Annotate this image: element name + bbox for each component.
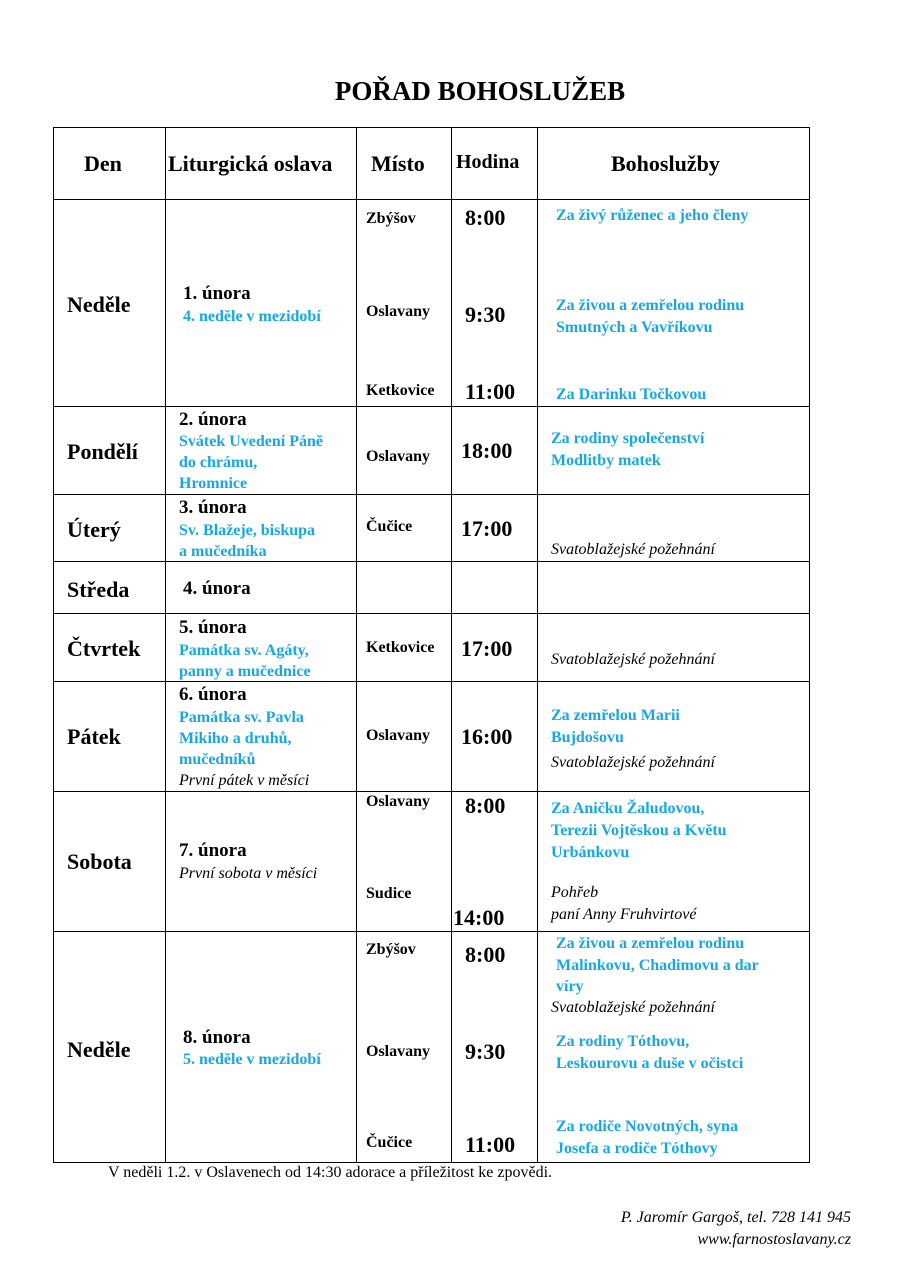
column-divider <box>537 127 538 1163</box>
service-line: Za rodiny Tóthovu, <box>556 1033 690 1050</box>
date-label: 2. února <box>179 409 247 430</box>
service-line: Leskourovu a duše v očistci <box>556 1055 744 1072</box>
hour-label: 11:00 <box>465 1132 516 1157</box>
service-line: Svatoblažejské požehnání <box>551 754 715 771</box>
footnote: V neděli 1.2. v Oslavenech od 14:30 adorace a příležitost ke zpovědi. <box>108 1164 553 1181</box>
hour-label: 11:00 <box>465 379 516 404</box>
date-label: 3. února <box>179 497 247 518</box>
liturgy-line: Mikiho a druhů, <box>179 730 292 747</box>
liturgy-line: Svátek Uvedení Páně <box>179 433 323 450</box>
row-divider <box>53 494 810 495</box>
row-divider <box>53 931 810 932</box>
row-divider <box>53 613 810 614</box>
header-divider <box>53 199 810 200</box>
service-line: víry <box>556 978 584 995</box>
service-line: Smutných a Vavříkovu <box>556 319 713 336</box>
hour-label: 17:00 <box>461 636 513 661</box>
service-line: Svatoblažejské požehnání <box>551 651 715 668</box>
place-label: Oslavany <box>366 448 431 465</box>
hour-label: 14:00 <box>453 905 505 930</box>
liturgy-line: Sv. Blažeje, biskupa <box>179 522 316 539</box>
date-label: 1. února <box>183 283 251 304</box>
service-line: Za zemřelou Marii <box>551 707 680 724</box>
place-label: Sudice <box>366 885 412 902</box>
column-divider <box>356 127 357 1163</box>
service-line: Za rodiny společenství <box>551 430 705 447</box>
column-divider <box>165 127 166 1163</box>
day-label: Čtvrtek <box>67 636 141 661</box>
hour-label: 9:30 <box>465 1039 506 1064</box>
liturgy-line: Hromnice <box>179 475 248 492</box>
column-divider <box>451 127 452 1163</box>
hour-label: 9:30 <box>465 302 506 327</box>
liturgy-note: První sobota v měsíci <box>179 865 318 882</box>
service-line: Svatoblažejské požehnání <box>551 999 715 1016</box>
service-line: Za živou a zemřelou rodinu <box>556 297 745 314</box>
place-label: Čučice <box>366 1134 413 1151</box>
liturgy-line: panny a mučednice <box>179 663 311 680</box>
date-label: 6. února <box>179 684 247 705</box>
header-liturgy: Liturgická oslava <box>168 151 333 176</box>
hour-label: 18:00 <box>461 438 513 463</box>
date-label: 8. února <box>183 1027 251 1048</box>
header-services: Bohoslužby <box>611 151 720 176</box>
service-line: Za živou a zemřelou rodinu <box>556 935 745 952</box>
place-label: Čučice <box>366 518 413 535</box>
service-line: Bujdošovu <box>551 729 624 746</box>
row-divider <box>53 681 810 682</box>
service-line: Za Aničku Žaludovou, <box>551 800 705 817</box>
place-label: Ketkovice <box>366 639 435 656</box>
liturgy-line: Památka sv. Agáty, <box>179 642 309 659</box>
date-label: 7. února <box>179 840 247 861</box>
service-line: Pohřeb <box>551 884 599 901</box>
service-line: Malinkovu, Chadimovu a dar <box>556 957 759 974</box>
date-label: 5. února <box>179 617 247 638</box>
hour-label: 8:00 <box>465 793 506 818</box>
liturgy-line: 4. neděle v mezidobí <box>183 308 321 325</box>
header-place: Místo <box>371 151 425 176</box>
place-label: Oslavany <box>366 303 431 320</box>
liturgy-line: Památka sv. Pavla <box>179 709 304 726</box>
place-label: Oslavany <box>366 727 431 744</box>
row-divider <box>53 561 810 562</box>
service-line: Za živý růženec a jeho členy <box>556 207 749 224</box>
day-label: Středa <box>67 577 130 602</box>
place-label: Zbýšov <box>366 941 416 958</box>
day-label: Pondělí <box>67 439 138 464</box>
header-day: Den <box>84 151 122 176</box>
liturgy-line: 5. neděle v mezidobí <box>183 1051 321 1068</box>
hour-label: 17:00 <box>461 516 513 541</box>
hour-label: 8:00 <box>465 942 506 967</box>
liturgy-note: První pátek v měsíci <box>179 772 310 789</box>
priest-contact: P. Jaromír Gargoš, tel. 728 141 945 <box>620 1209 851 1226</box>
hour-label: 8:00 <box>465 205 506 230</box>
service-line: paní Anny Fruhvirtové <box>551 906 697 923</box>
liturgy-line: mučedníků <box>179 751 256 768</box>
liturgy-line: a mučedníka <box>179 543 267 560</box>
row-divider <box>53 406 810 407</box>
parish-website: www.farnostoslavany.cz <box>697 1231 851 1248</box>
day-label: Neděle <box>67 292 131 317</box>
day-label: Pátek <box>67 724 121 749</box>
service-line: Josefa a rodiče Tóthovy <box>556 1140 718 1157</box>
row-divider <box>53 791 810 792</box>
service-line: Urbánkovu <box>551 844 630 861</box>
place-label: Ketkovice <box>366 382 435 399</box>
service-line: Terezii Vojtěskou a Květu <box>551 822 727 839</box>
service-line: Modlitby matek <box>551 452 661 469</box>
hour-label: 16:00 <box>461 724 513 749</box>
service-line: Svatoblažejské požehnání <box>551 541 715 558</box>
day-label: Neděle <box>67 1037 131 1062</box>
page-title: POŘAD BOHOSLUŽEB <box>334 76 626 106</box>
day-label: Sobota <box>67 849 132 874</box>
day-label: Úterý <box>67 517 121 542</box>
place-label: Oslavany <box>366 793 431 810</box>
service-line: Za Darinku Točkovou <box>556 386 707 403</box>
date-label: 4. února <box>183 578 251 599</box>
service-line: Za rodiče Novotných, syna <box>556 1118 738 1135</box>
liturgy-line: do chrámu, <box>179 454 258 471</box>
place-label: Zbýšov <box>366 210 416 227</box>
header-hour: Hodina <box>456 151 520 173</box>
place-label: Oslavany <box>366 1043 431 1060</box>
